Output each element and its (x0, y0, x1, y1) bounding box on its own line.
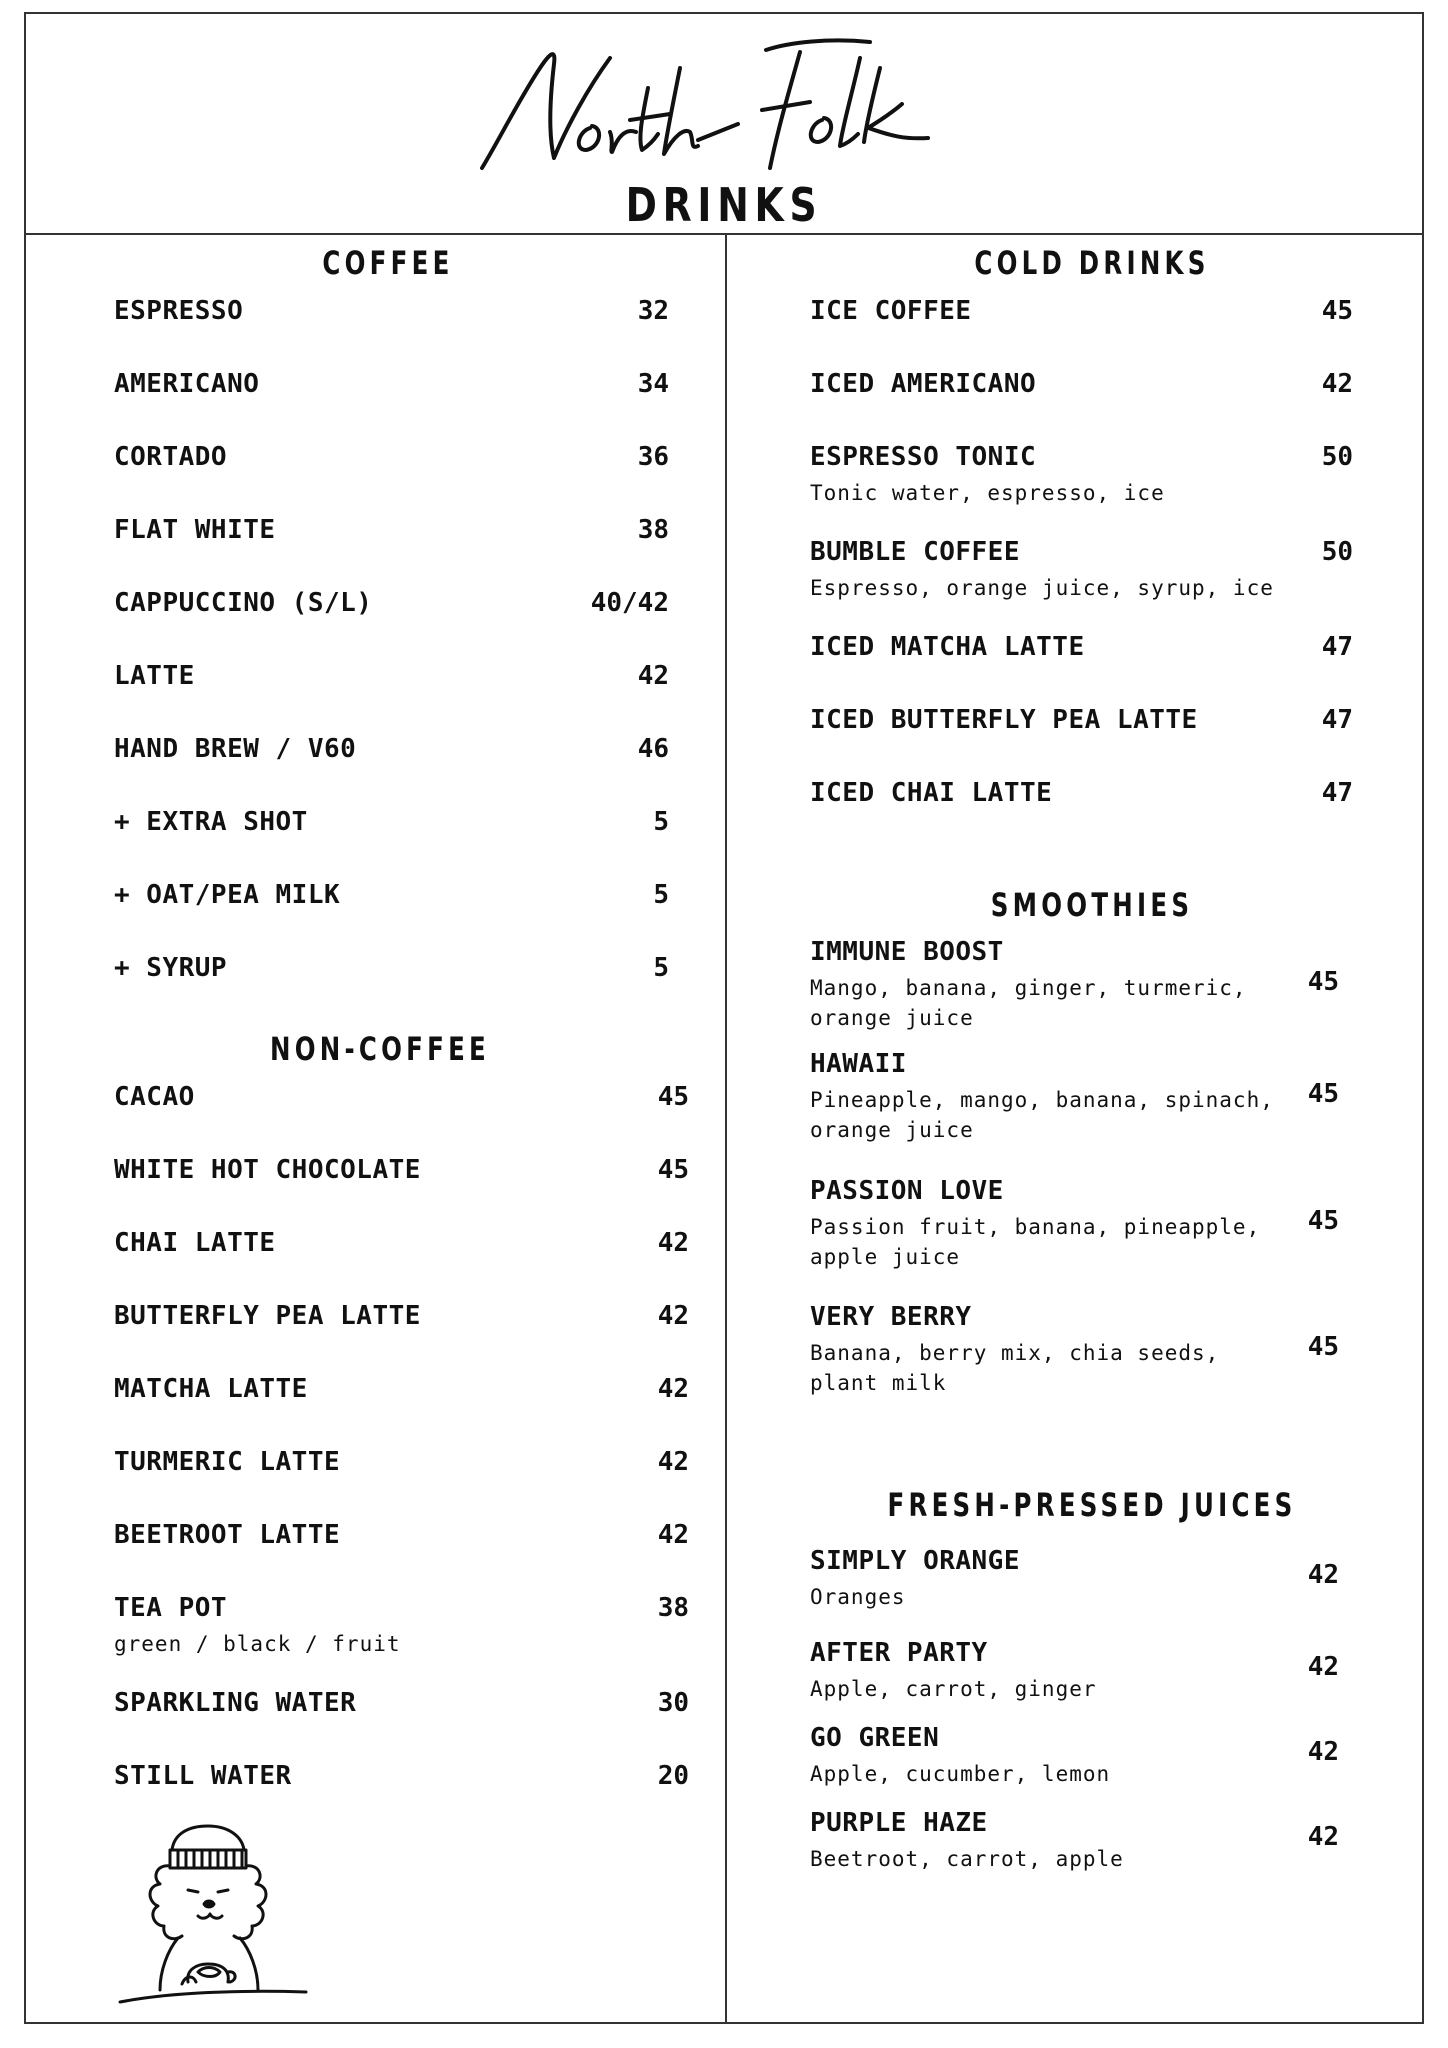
item-name: CACAO (114, 1082, 195, 1112)
item-description: Beetroot, carrot, apple (810, 1847, 1124, 1871)
item-name: FLAT WHITE (114, 515, 276, 545)
item-name: TURMERIC LATTE (114, 1447, 341, 1477)
item-name: BEETROOT LATTE (114, 1520, 341, 1550)
item-price: 50 (1321, 442, 1353, 472)
item-price: 42 (1321, 369, 1353, 399)
item-price: 47 (1321, 778, 1353, 808)
page-title: DRINKS (625, 178, 823, 232)
item-description: green / black / fruit (114, 1632, 401, 1656)
item-price: 36 (637, 442, 669, 472)
column-divider (725, 234, 727, 2023)
item-name: SPARKLING WATER (114, 1688, 357, 1718)
item-price: 30 (657, 1688, 689, 1718)
item-price: 40/42 (590, 588, 669, 618)
bear-illustration (112, 1820, 312, 2010)
item-name: PURPLE HAZE (810, 1808, 988, 1838)
item-price: 47 (1321, 632, 1353, 662)
item-name: + OAT/PEA MILK (114, 880, 341, 910)
item-name: ICED MATCHA LATTE (810, 632, 1085, 662)
item-price: 34 (637, 369, 669, 399)
item-description: Banana, berry mix, chia seeds, (810, 1341, 1220, 1365)
item-description: Apple, cucumber, lemon (810, 1762, 1111, 1786)
item-price: 45 (1307, 1332, 1339, 1362)
item-description: Tonic water, espresso, ice (810, 481, 1165, 505)
item-description: Apple, carrot, ginger (810, 1677, 1097, 1701)
item-name: PASSION LOVE (810, 1176, 1004, 1206)
item-name: ICED BUTTERFLY PEA LATTE (810, 705, 1198, 735)
item-name: MATCHA LATTE (114, 1374, 308, 1404)
item-name: VERY BERRY (810, 1302, 972, 1332)
item-price: 45 (1307, 1206, 1339, 1236)
cold-drinks-heading: COLD DRINKS (974, 244, 1210, 282)
item-price: 42 (637, 661, 669, 691)
item-price: 42 (1307, 1560, 1339, 1590)
item-name: CHAI LATTE (114, 1228, 276, 1258)
item-price: 45 (1307, 967, 1339, 997)
item-price: 50 (1321, 537, 1353, 567)
item-name: HAND BREW / V60 (114, 734, 357, 764)
item-name: ESPRESSO TONIC (810, 442, 1037, 472)
item-price: 45 (1321, 296, 1353, 326)
item-name: GO GREEN (810, 1723, 940, 1753)
item-name: BUTTERFLY PEA LATTE (114, 1301, 421, 1331)
header-divider (24, 233, 1424, 235)
item-price: 47 (1321, 705, 1353, 735)
item-price: 38 (657, 1593, 689, 1623)
item-price: 20 (657, 1761, 689, 1791)
item-price: 42 (657, 1228, 689, 1258)
item-price: 45 (657, 1155, 689, 1185)
item-name: ICE COFFEE (810, 296, 972, 326)
item-name: BUMBLE COFFEE (810, 537, 1020, 567)
item-description: apple juice (810, 1245, 961, 1269)
item-price: 42 (657, 1520, 689, 1550)
smoothies-heading: SMOOTHIES (990, 886, 1194, 924)
item-name: ICED AMERICANO (810, 369, 1037, 399)
item-description: Oranges (810, 1585, 906, 1609)
juices-heading: FRESH-PRESSED JUICES (887, 1486, 1297, 1524)
item-description: Pineapple, mango, banana, spinach, (810, 1088, 1274, 1112)
item-price: 42 (657, 1374, 689, 1404)
item-name: ESPRESSO (114, 296, 244, 326)
item-name: WHITE HOT CHOCOLATE (114, 1155, 421, 1185)
item-name: STILL WATER (114, 1761, 292, 1791)
item-description: Espresso, orange juice, syrup, ice (810, 576, 1274, 600)
item-name: AMERICANO (114, 369, 260, 399)
non-coffee-heading: NON-COFFEE (269, 1030, 491, 1068)
item-price: 42 (657, 1301, 689, 1331)
brand-logo (470, 28, 950, 188)
item-name: IMMUNE BOOST (810, 937, 1004, 967)
item-description: Passion fruit, banana, pineapple, (810, 1215, 1261, 1239)
item-name: CAPPUCCINO (S/L) (114, 588, 373, 618)
item-price: 42 (1307, 1652, 1339, 1682)
item-price: 5 (653, 807, 669, 837)
item-price: 38 (637, 515, 669, 545)
item-name: CORTADO (114, 442, 228, 472)
item-name: + SYRUP (114, 953, 228, 983)
item-name: TEA POT (114, 1593, 228, 1623)
item-price: 42 (657, 1447, 689, 1477)
item-description: Mango, banana, ginger, turmeric, (810, 976, 1247, 1000)
item-price: 42 (1307, 1737, 1339, 1767)
item-price: 5 (653, 880, 669, 910)
item-name: LATTE (114, 661, 195, 691)
item-name: HAWAII (810, 1049, 907, 1079)
item-price: 46 (637, 734, 669, 764)
item-price: 42 (1307, 1822, 1339, 1852)
item-name: ICED CHAI LATTE (810, 778, 1053, 808)
item-description: orange juice (810, 1118, 974, 1142)
item-description: orange juice (810, 1006, 974, 1030)
item-price: 45 (657, 1082, 689, 1112)
item-description: plant milk (810, 1371, 947, 1395)
item-price: 45 (1307, 1079, 1339, 1109)
coffee-heading: COFFEE (322, 244, 454, 282)
item-price: 32 (637, 296, 669, 326)
item-name: SIMPLY ORANGE (810, 1546, 1020, 1576)
item-name: AFTER PARTY (810, 1638, 988, 1668)
item-price: 5 (653, 953, 669, 983)
item-name: + EXTRA SHOT (114, 807, 308, 837)
